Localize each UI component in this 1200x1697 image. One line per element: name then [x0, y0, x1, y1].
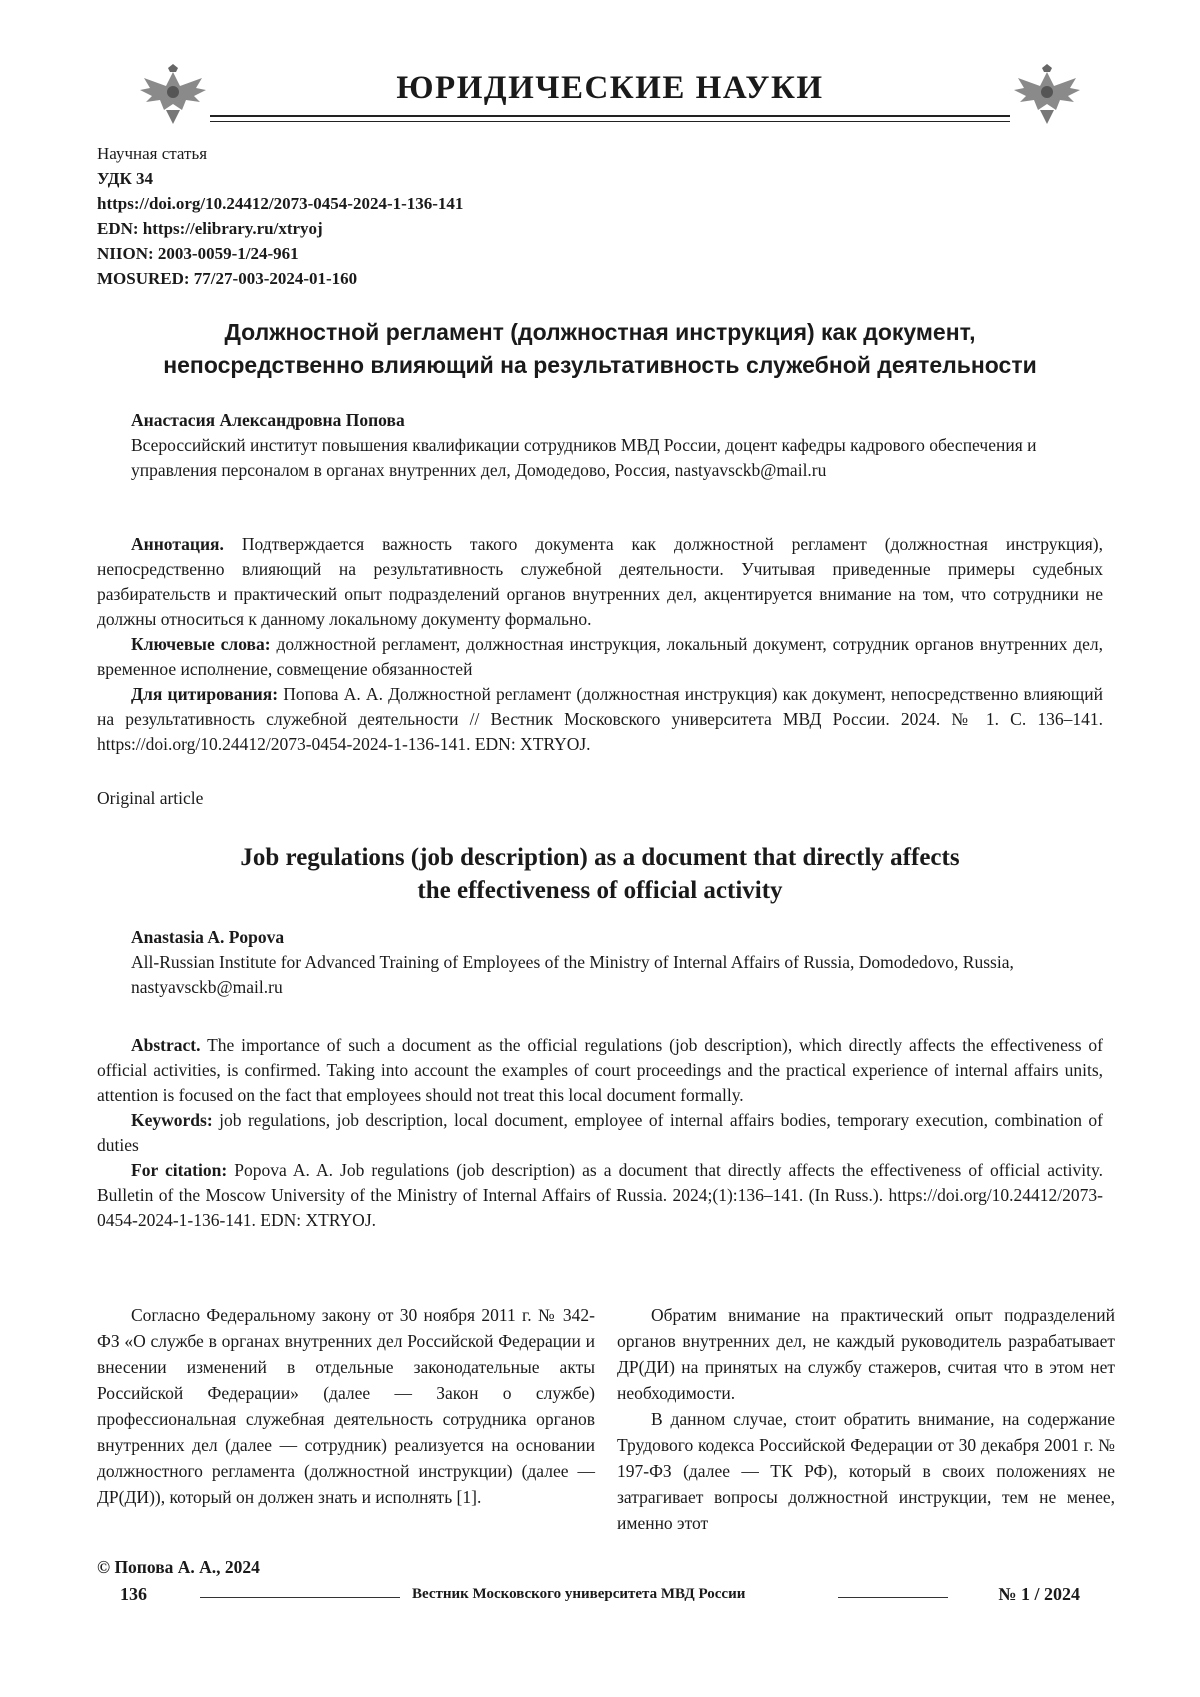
page-footer: [120, 1582, 1080, 1612]
article-type-en: Original article: [97, 788, 204, 808]
author-name-ru: Анастасия Александровна Попова: [131, 410, 405, 430]
body-paragraph: В данном случае, стоит обратить внимание, на содержание Трудового кодекса Российской Федерации от 30 декабря 2001 г. № 197-ФЗ (далее — ТК РФ), который в своих положениях не затрагивает вопросы должностной инструкции, тем не менее, именно этот: [617, 1409, 1115, 1533]
edn-link[interactable]: EDN: https://elibrary.ru/xtryoj: [97, 219, 323, 238]
article-title-ru: [97, 316, 1103, 382]
journal-name: Вестник Московского университета МВД России: [412, 1586, 746, 1602]
footer-rule-right: [838, 1597, 948, 1598]
abstract-label-en: Abstract.: [131, 1035, 201, 1055]
body-column-left: [97, 1302, 595, 1510]
abstract-label-ru: Аннотация.: [131, 534, 224, 554]
section-title: ЮРИДИЧЕСКИЕ НАУКИ: [396, 70, 824, 106]
header-divider: [210, 115, 1010, 122]
keywords-ru: [97, 632, 1103, 682]
abstract-ru: [97, 532, 1103, 632]
copyright-notice: © Попова А. А., 2024: [97, 1557, 260, 1577]
citation-en: [97, 1158, 1103, 1233]
title-ru-line1: Должностной регламент (должностная инструкция) как документ,: [224, 319, 976, 345]
abstract-block-ru: [97, 532, 1103, 757]
title-en-line2: the effectiveness of official activity: [417, 877, 783, 904]
keywords-text-ru: должностной регламент, должностная инструкция, локальный документ, сотрудник органов внутренних дел, временное исполнение, совмещение обязанностей: [97, 634, 1103, 679]
body-paragraph: Согласно Федеральному закону от 30 ноября 2011 г. № 342-ФЗ «О службе в органах внутренних дел Российской Федерации и внесении изменений в отдельные законодательные акты Российской Федерации» (далее — Закон о службе) профессиональная служебная деятельность сотрудника органов внутренних дел (далее — сотрудник) реализуется на основании должностного регламента (должностной инструкции) (далее — ДР(ДИ)), который он должен знать и исполнять [1].: [97, 1305, 595, 1507]
title-ru-line2: непосредственно влияющий на результативность служебной деятельности: [163, 352, 1037, 378]
eagle-emblem-icon: [138, 64, 208, 126]
author-block-ru: [131, 408, 1111, 483]
article-type: Научная статья: [97, 144, 208, 163]
body-paragraph: Обратим внимание на практический опыт подразделений органов внутренних дел, не каждый руководитель разрабатывает ДР(ДИ) на принятых на службу стажеров, считая что в этом нет необходимости.: [617, 1305, 1115, 1403]
keywords-label-en: Keywords:: [131, 1110, 213, 1130]
niion-code: NIION: 2003-0059-1/24-961: [97, 244, 299, 263]
keywords-en: [97, 1108, 1103, 1158]
article-meta: [97, 141, 463, 291]
abstract-block-en: [97, 1033, 1103, 1233]
body-column-right: [617, 1302, 1115, 1536]
author-name-en: Anastasia A. Popova: [131, 927, 285, 947]
eagle-emblem-icon: [1012, 64, 1082, 126]
title-en-line1: Job regulations (job description) as a document that directly affects: [240, 844, 960, 871]
keywords-label-ru: Ключевые слова:: [131, 634, 271, 654]
citation-label-ru: Для цитирования:: [131, 684, 279, 704]
mosured-code: MOSURED: 77/27-003-2024-01-160: [97, 269, 358, 288]
citation-text-en: Popova A. A. Job regulations (job description) as a document that directly affects the effectiveness of official activity. Bulletin of the Moscow University of the Ministry of Internal Affairs of Russia. 2024;(1):136–141. (In Russ.). https://doi.org/10.24412/2073-0454-2024-1-136-141. EDN: XTRYOJ.: [97, 1160, 1103, 1230]
author-affiliation-en: All-Russian Institute for Advanced Training of Employees of the Ministry of Internal Affairs of Russia, Domodedovo, Russia, nastyavsckb@mail.ru: [131, 952, 1014, 997]
doi-link[interactable]: https://doi.org/10.24412/2073-0454-2024-1-136-141: [97, 194, 464, 213]
footer-rule-left: [200, 1597, 400, 1598]
abstract-text-ru: Подтверждается важность такого документа как должностной регламент (должностная инструкция), непосредственно влияющий на результативность служебной деятельности. Учитывая приведенные примеры судебных разбирательств и практический опыт подразделений органов внутренних дел, акцентируется внимание на том, что сотрудники не должны относиться к данному локальному документу формально.: [97, 534, 1104, 629]
citation-ru: [97, 682, 1103, 757]
citation-label-en: For citation:: [131, 1160, 228, 1180]
issue-number: № 1 / 2024: [998, 1584, 1080, 1604]
article-title-en: [97, 841, 1103, 907]
citation-text-ru: Попова А. А. Должностной регламент (должностная инструкция) как документ, непосредственно влияющий на результативность служебной деятельности // Вестник Московского университета МВД России. 2024. № 1. С. 136–141. https://doi.org/10.24412/2073-0454-2024-1-136-141. EDN: XTRYOJ.: [97, 684, 1103, 754]
udk: УДК 34: [97, 169, 154, 188]
author-affiliation-ru: Всероссийский институт повышения квалификации сотрудников МВД России, доцент кафедры кадрового обеспечения и управления персоналом в органах внутренних дел, Домодедово, Россия, nastyavsckb@mail.ru: [131, 435, 1037, 480]
author-block-en: [131, 925, 1111, 1000]
abstract-en: [97, 1033, 1103, 1108]
keywords-text-en: job regulations, job description, local document, employee of internal affairs bodies, temporary execution, combination of duties: [97, 1110, 1103, 1155]
page-number: 136: [120, 1584, 147, 1604]
page-header: [140, 70, 1080, 128]
abstract-text-en: The importance of such a document as the official regulations (job description), which directly affects the effectiveness of official activities, is confirmed. Taking into account the examples of court proceedings and the practical experience of internal affairs units, attention is focused on the fact that employees should not treat this local document formally.: [97, 1035, 1103, 1105]
